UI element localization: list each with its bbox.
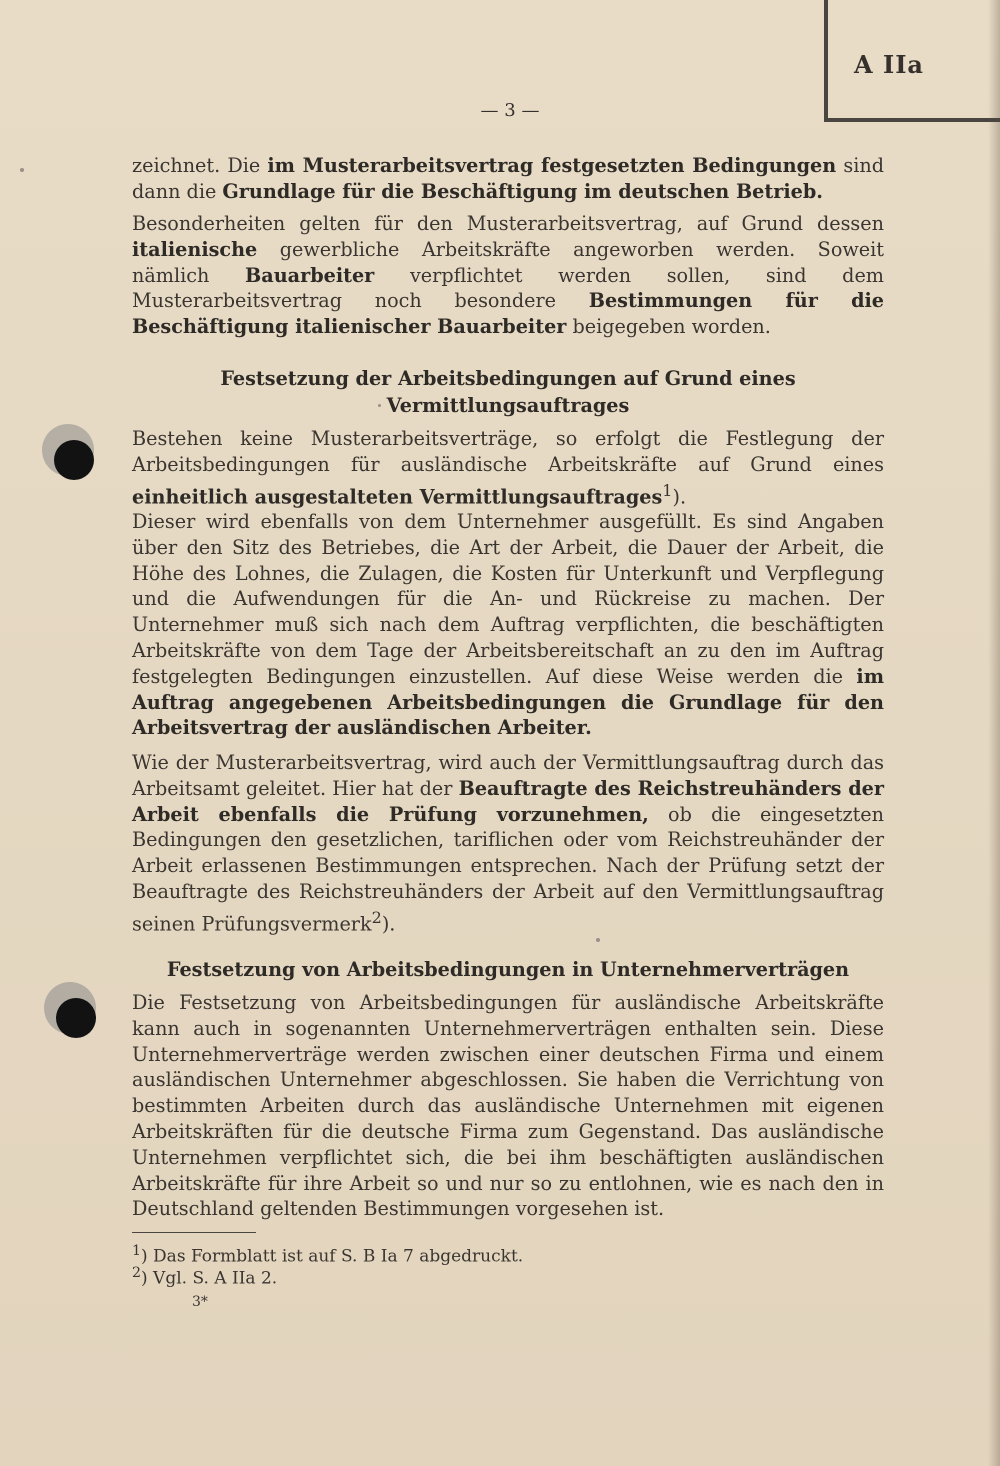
- body-text: beigegeben worden.: [566, 315, 771, 339]
- emphasis-text: im Musterarbeitsvertrag festgesetzten Bedingungen: [267, 154, 837, 177]
- punch-hole-upper: [54, 440, 94, 480]
- section-heading-unternehmervertraege: Festsetzung von Arbeitsbedingungen in Unternehmerverträgen: [166, 958, 850, 981]
- body-text: verpflichtet werden sollen, sind dem Musterarbeitsvertrag noch besondere: [132, 263, 884, 313]
- punch-hole-lower: [56, 998, 96, 1038]
- body-text: ).: [672, 484, 687, 508]
- emphasis-text: einheitlich ausgestalteten Vermittlungsauftrages: [132, 484, 663, 508]
- paragraph-4: [132, 509, 884, 741]
- footnote-2-text: ) Vgl. S. A IIa 2.: [141, 1268, 278, 1289]
- paragraph-6: [132, 990, 884, 1222]
- emphasis-text: Beauftragte des Reichstreuhänders der Arbeit ebenfalls die Prüfung vorzunehmen,: [132, 776, 884, 826]
- footnote-1-text: ) Das Formblatt ist auf S. B Ia 7 abgedruckt.: [141, 1246, 524, 1267]
- body-text: Wie der Musterarbeitsvertrag, wird auch der Vermittlungsauftrag durch das Arbeitsamt geleitet. Hier hat der: [132, 751, 884, 800]
- body-text: Die Festsetzung von Arbeitsbedingungen für ausländische Arbeitskräfte kann auch in sogenannten Unternehmerverträgen enthalten sein. Diese Unternehmerverträge werden zwischen einer deutschen Firma und einem ausländischen Unternehmer abgeschlossen. Sie haben die Verrichtung von bestimmten Arbeiten durch das ausländische Unternehmen mit eigenen Arbeitskräften für die deutsche Firma zum Gegenstand. Das ausländische Unternehmen verpflichtet sich, die bei ihm beschäftigten ausländischen Arbeitskräfte für ihre Arbeit so und nur so zu entlohnen, wie es nach den in Deutschland geltenden Bestimmungen vorgesehen ist.: [132, 991, 884, 1221]
- footnote-2: [132, 1262, 277, 1290]
- paper-speck: [378, 404, 381, 407]
- footnote-2-mark: 2: [132, 1265, 142, 1281]
- page-edge-shadow: [988, 0, 1000, 1466]
- body-text: Bestehen keine Musterarbeitsverträge, so erfolgt die Festlegung der Arbeitsbedingungen für ausländische Arbeitskräfte auf Grund eines: [132, 427, 884, 476]
- sheet-signature: 3*: [192, 1294, 208, 1310]
- emphasis-text: italienische: [132, 237, 258, 261]
- body-text: Dieser wird ebenfalls von dem Unternehmer ausgefüllt. Es sind Angaben über den Sitz des Betriebes, die Art der Arbeit, die Dauer der Arbeit, die Höhe des Lohnes, die Zulagen, die Kosten für Unterkunft und Verpflegung und die Aufwendungen für die An- und Rückreise zu machen. Der Unternehmer muß sich nach dem Auftrag verpflichten, die beschäftigten Arbeitskräfte von dem Tage der Arbeitsbereitschaft an zu den im Auftrag festgelegten Bedingungen einzustellen. Auf diese Weise werden die: [132, 510, 884, 688]
- footnote-reference: 1: [662, 480, 673, 500]
- footnote-1-mark: 1: [132, 1243, 142, 1259]
- emphasis-text: Bestimmungen für die Beschäftigung italienischer Bauarbeiter: [132, 289, 885, 339]
- section-marker-label: A IIa: [854, 50, 924, 79]
- paper-speck: [20, 168, 24, 172]
- footnote-rule: [132, 1232, 256, 1233]
- page-number: — 3 —: [480, 100, 540, 121]
- paragraph-2: [132, 211, 884, 340]
- emphasis-text: im Auftrag angegebenen Arbeitsbedingungen die Grundlage für den Arbeitsvertrag der ausländischen Arbeiter.: [132, 664, 884, 740]
- section-heading-vermittlungsauftrag: Festsetzung der Arbeitsbedingungen auf Grund eines Vermittlungsauftrages: [220, 367, 796, 417]
- body-text: ob die eingesetzten Bedingungen den gesetzlichen, tariflichen oder vom Reichstreuhänder der Arbeit erlassenen Bestimmungen entsprechen. Nach der Prüfung setzt der Beauftragte des Reichstreuhänders der Arbeit auf den Vermittlungsauftrag seinen Prüfungsvermerk: [132, 802, 884, 936]
- paragraph-5: [132, 750, 884, 937]
- body-text: sind dann die: [132, 154, 884, 203]
- emphasis-text: Bauarbeiter: [245, 263, 375, 287]
- body-text: Besonderheiten gelten für den Musterarbeitsvertrag, auf Grund dessen: [132, 212, 884, 235]
- paragraph-3: [132, 426, 884, 510]
- body-text: ).: [381, 912, 396, 936]
- emphasis-text: Grundlage für die Beschäftigung im deutschen Betrieb.: [222, 179, 823, 203]
- body-text: zeichnet. Die: [132, 154, 268, 177]
- paper-speck: [596, 938, 600, 942]
- footnote-reference: 2: [371, 907, 382, 927]
- paragraph-1: [132, 153, 884, 205]
- body-text: gewerbliche Arbeitskräfte angeworben werden. Soweit nämlich: [132, 237, 884, 287]
